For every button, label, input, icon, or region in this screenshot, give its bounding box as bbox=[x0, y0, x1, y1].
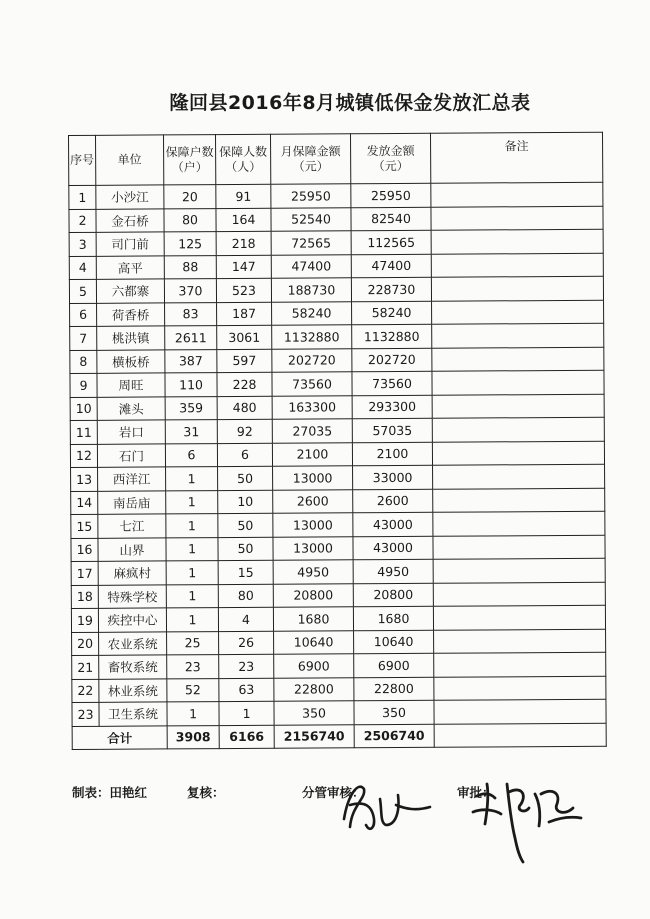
cell-households: 125 bbox=[164, 232, 216, 256]
cell-persons: 80 bbox=[218, 584, 273, 608]
cell-households: 2611 bbox=[165, 326, 217, 350]
table-row bbox=[70, 347, 604, 374]
cell-note bbox=[431, 253, 603, 278]
cell-households: 83 bbox=[165, 302, 217, 326]
cell-monthly: 1680 bbox=[273, 607, 353, 631]
cell-households: 110 bbox=[165, 373, 217, 397]
cell-persons: 1 bbox=[219, 701, 274, 725]
cell-unit: 麻疯村 bbox=[98, 561, 166, 585]
cell-no: 22 bbox=[72, 679, 99, 703]
table-row bbox=[70, 370, 604, 397]
cell-persons: 23 bbox=[219, 654, 274, 678]
cell-issued: 2100 bbox=[352, 442, 432, 466]
cell-monthly: 52540 bbox=[271, 207, 351, 231]
cell-no: 15 bbox=[71, 514, 98, 538]
table-row bbox=[69, 206, 603, 233]
cell-households: 1 bbox=[166, 467, 218, 491]
header-unit: 单位 bbox=[96, 135, 164, 185]
cell-no: 4 bbox=[69, 256, 96, 280]
cell-persons: 480 bbox=[217, 396, 272, 420]
cell-note bbox=[431, 229, 603, 254]
cell-persons: 10 bbox=[218, 490, 273, 514]
cell-monthly: 350 bbox=[274, 701, 354, 725]
table-row bbox=[70, 323, 604, 350]
cell-households: 88 bbox=[164, 255, 216, 279]
cell-monthly: 2600 bbox=[273, 489, 353, 513]
cell-unit: 滩头 bbox=[97, 396, 165, 420]
cell-no: 13 bbox=[71, 467, 98, 491]
cell-unit: 司门前 bbox=[96, 232, 164, 256]
cell-unit: 疾控中心 bbox=[98, 608, 166, 632]
cell-issued: 4950 bbox=[353, 559, 433, 583]
cell-unit: 卫生系统 bbox=[99, 702, 167, 726]
cell-households: 387 bbox=[165, 349, 217, 373]
table-row bbox=[71, 558, 605, 585]
cell-issued: 350 bbox=[354, 700, 434, 724]
page-title: 隆回县2016年8月城镇低保金发放汇总表 bbox=[169, 92, 531, 114]
cell-unit: 山界 bbox=[98, 537, 166, 561]
total-households: 3908 bbox=[167, 725, 219, 749]
table-row bbox=[70, 394, 604, 421]
cell-no: 8 bbox=[70, 350, 97, 374]
cell-monthly: 1132880 bbox=[272, 325, 352, 349]
cell-unit: 西洋江 bbox=[98, 467, 166, 491]
cell-monthly: 72565 bbox=[271, 231, 351, 255]
cell-unit: 小沙江 bbox=[96, 185, 164, 209]
cell-monthly: 20800 bbox=[273, 583, 353, 607]
approval: 审批： bbox=[457, 785, 495, 800]
cell-persons: 523 bbox=[216, 278, 271, 302]
cell-note bbox=[432, 441, 604, 466]
cell-households: 1 bbox=[166, 537, 218, 561]
table-row bbox=[72, 652, 606, 679]
cell-note bbox=[432, 347, 604, 372]
cell-monthly: 6900 bbox=[274, 654, 354, 678]
cell-monthly: 58240 bbox=[272, 301, 352, 325]
cell-note bbox=[432, 300, 604, 325]
total-label: 合计 bbox=[72, 725, 167, 749]
cell-persons: 4 bbox=[218, 607, 273, 631]
cell-households: 20 bbox=[164, 185, 216, 209]
total-issued: 2506740 bbox=[354, 724, 434, 748]
cell-unit: 金石桥 bbox=[96, 208, 164, 232]
cell-issued: 33000 bbox=[353, 465, 433, 489]
cell-persons: 228 bbox=[217, 372, 272, 396]
cell-unit: 荷香桥 bbox=[97, 302, 165, 326]
header-monthly: 月保障金额 （元） bbox=[270, 134, 350, 184]
header-persons: 保障人数 （人） bbox=[216, 134, 271, 184]
header-issued: 发放金额 （元） bbox=[350, 133, 430, 183]
cell-persons: 218 bbox=[216, 231, 271, 255]
cell-monthly: 188730 bbox=[271, 278, 351, 302]
prepared-by: 制表：田艳红 bbox=[72, 785, 148, 800]
cell-households: 1 bbox=[166, 584, 218, 608]
cell-note bbox=[433, 535, 605, 560]
cell-persons: 63 bbox=[219, 678, 274, 702]
cell-households: 25 bbox=[167, 631, 219, 655]
cell-households: 1 bbox=[166, 608, 218, 632]
cell-persons: 26 bbox=[219, 631, 274, 655]
cell-households: 1 bbox=[166, 514, 218, 538]
cell-note bbox=[431, 276, 603, 301]
cell-persons: 147 bbox=[216, 255, 271, 279]
cell-no: 10 bbox=[70, 397, 97, 421]
cell-persons: 597 bbox=[217, 349, 272, 373]
table-row bbox=[71, 488, 605, 515]
cell-households: 23 bbox=[167, 655, 219, 679]
cell-persons: 187 bbox=[217, 302, 272, 326]
cell-no: 2 bbox=[69, 209, 96, 233]
cell-unit: 高平 bbox=[96, 255, 164, 279]
cell-no: 5 bbox=[69, 279, 96, 303]
cell-persons: 50 bbox=[218, 513, 273, 537]
cell-unit: 桃洪镇 bbox=[97, 326, 165, 350]
total-row bbox=[72, 723, 606, 750]
cell-no: 18 bbox=[71, 585, 98, 609]
table-row bbox=[71, 535, 605, 562]
cell-issued: 112565 bbox=[351, 230, 431, 254]
cell-persons: 50 bbox=[218, 466, 273, 490]
header-households: 保障户数 （户） bbox=[164, 135, 216, 185]
table-row bbox=[72, 676, 606, 703]
cell-note bbox=[431, 182, 603, 207]
cell-note bbox=[434, 629, 606, 654]
cell-note bbox=[433, 464, 605, 489]
cell-issued: 1680 bbox=[353, 606, 433, 630]
cell-monthly: 163300 bbox=[272, 395, 352, 419]
cell-note bbox=[432, 370, 604, 395]
cell-unit: 林业系统 bbox=[99, 678, 167, 702]
cell-monthly: 22800 bbox=[274, 677, 354, 701]
cell-persons: 50 bbox=[218, 537, 273, 561]
cell-monthly: 25950 bbox=[271, 184, 351, 208]
cell-no: 23 bbox=[72, 702, 99, 726]
cell-issued: 57035 bbox=[352, 418, 432, 442]
cell-monthly: 73560 bbox=[272, 372, 352, 396]
cell-persons: 164 bbox=[216, 208, 271, 232]
cell-note bbox=[432, 417, 604, 442]
cell-no: 6 bbox=[70, 303, 97, 327]
cell-monthly: 2100 bbox=[272, 442, 352, 466]
cell-unit: 农业系统 bbox=[99, 631, 167, 655]
table-row bbox=[69, 253, 603, 280]
cell-note bbox=[433, 582, 605, 607]
cell-unit: 石门 bbox=[97, 443, 165, 467]
cell-unit: 畜牧系统 bbox=[99, 655, 167, 679]
supervisor-review: 分管审核： bbox=[302, 785, 365, 800]
cell-issued: 73560 bbox=[352, 371, 432, 395]
cell-unit: 七江 bbox=[98, 514, 166, 538]
cell-issued: 22800 bbox=[354, 677, 434, 701]
cell-no: 7 bbox=[70, 326, 97, 350]
cell-no: 14 bbox=[71, 491, 98, 515]
cell-households: 6 bbox=[165, 443, 217, 467]
cell-households: 1 bbox=[167, 702, 219, 726]
cell-persons: 3061 bbox=[217, 325, 272, 349]
cell-issued: 20800 bbox=[353, 583, 433, 607]
cell-monthly: 202720 bbox=[272, 348, 352, 372]
reviewed-by: 复核： bbox=[187, 785, 225, 800]
cell-monthly: 13000 bbox=[273, 536, 353, 560]
cell-no: 19 bbox=[71, 608, 98, 632]
cell-issued: 228730 bbox=[351, 277, 431, 301]
cell-note bbox=[434, 652, 606, 677]
cell-unit: 六都寨 bbox=[96, 279, 164, 303]
table-row bbox=[70, 417, 604, 444]
summary-table bbox=[68, 132, 607, 750]
cell-note bbox=[433, 488, 605, 513]
cell-monthly: 10640 bbox=[274, 630, 354, 654]
cell-issued: 2600 bbox=[353, 489, 433, 513]
cell-note bbox=[432, 323, 604, 348]
cell-note bbox=[433, 605, 605, 630]
approval-signature-icon bbox=[465, 772, 590, 867]
cell-note bbox=[433, 558, 605, 583]
cell-issued: 43000 bbox=[353, 512, 433, 536]
table-row bbox=[70, 441, 604, 468]
cell-households: 52 bbox=[167, 678, 219, 702]
cell-unit: 岩口 bbox=[97, 420, 165, 444]
cell-note bbox=[433, 511, 605, 536]
cell-households: 359 bbox=[165, 396, 217, 420]
cell-note bbox=[434, 676, 606, 701]
cell-issued: 293300 bbox=[352, 395, 432, 419]
cell-issued: 1132880 bbox=[352, 324, 432, 348]
cell-issued: 6900 bbox=[354, 653, 434, 677]
cell-monthly: 4950 bbox=[273, 560, 353, 584]
header-note: 备注 bbox=[430, 132, 602, 183]
cell-note bbox=[434, 699, 606, 724]
cell-note bbox=[432, 394, 604, 419]
cell-persons: 6 bbox=[217, 443, 272, 467]
cell-households: 1 bbox=[166, 561, 218, 585]
table-row bbox=[71, 511, 605, 538]
cell-households: 80 bbox=[164, 208, 216, 232]
table-row bbox=[71, 605, 605, 632]
cell-no: 17 bbox=[71, 561, 98, 585]
table-row bbox=[70, 300, 604, 327]
total-note bbox=[434, 723, 606, 748]
cell-issued: 82540 bbox=[351, 207, 431, 231]
table-row bbox=[71, 464, 605, 491]
supervisor-signature-icon bbox=[330, 775, 445, 845]
cell-no: 3 bbox=[69, 232, 96, 256]
table-row bbox=[69, 276, 603, 303]
cell-unit: 特殊学校 bbox=[98, 584, 166, 608]
cell-persons: 91 bbox=[216, 184, 271, 208]
cell-issued: 10640 bbox=[354, 630, 434, 654]
table-row bbox=[72, 699, 606, 726]
cell-issued: 202720 bbox=[352, 348, 432, 372]
cell-monthly: 13000 bbox=[273, 466, 353, 490]
cell-households: 1 bbox=[166, 490, 218, 514]
cell-monthly: 13000 bbox=[273, 513, 353, 537]
cell-monthly: 27035 bbox=[272, 419, 352, 443]
cell-note bbox=[431, 206, 603, 231]
cell-no: 16 bbox=[71, 538, 98, 562]
table-row bbox=[71, 582, 605, 609]
cell-issued: 25950 bbox=[351, 183, 431, 207]
cell-households: 31 bbox=[165, 420, 217, 444]
cell-no: 21 bbox=[72, 655, 99, 679]
total-persons: 6166 bbox=[219, 725, 274, 749]
cell-persons: 92 bbox=[217, 419, 272, 443]
cell-issued: 47400 bbox=[351, 254, 431, 278]
cell-no: 9 bbox=[70, 373, 97, 397]
header-no: 序号 bbox=[69, 135, 96, 185]
cell-no: 20 bbox=[72, 632, 99, 656]
cell-unit: 南岳庙 bbox=[98, 490, 166, 514]
cell-households: 370 bbox=[164, 279, 216, 303]
cell-no: 12 bbox=[70, 444, 97, 468]
header-row bbox=[69, 132, 603, 185]
cell-unit: 周旺 bbox=[97, 373, 165, 397]
cell-no: 11 bbox=[70, 420, 97, 444]
cell-unit: 横板桥 bbox=[97, 349, 165, 373]
total-monthly: 2156740 bbox=[274, 724, 354, 748]
cell-no: 1 bbox=[69, 185, 96, 209]
cell-monthly: 47400 bbox=[271, 254, 351, 278]
cell-issued: 43000 bbox=[353, 536, 433, 560]
cell-persons: 15 bbox=[218, 560, 273, 584]
table-row bbox=[69, 182, 603, 209]
table-row bbox=[72, 629, 606, 656]
table-row bbox=[69, 229, 603, 256]
cell-issued: 58240 bbox=[352, 301, 432, 325]
